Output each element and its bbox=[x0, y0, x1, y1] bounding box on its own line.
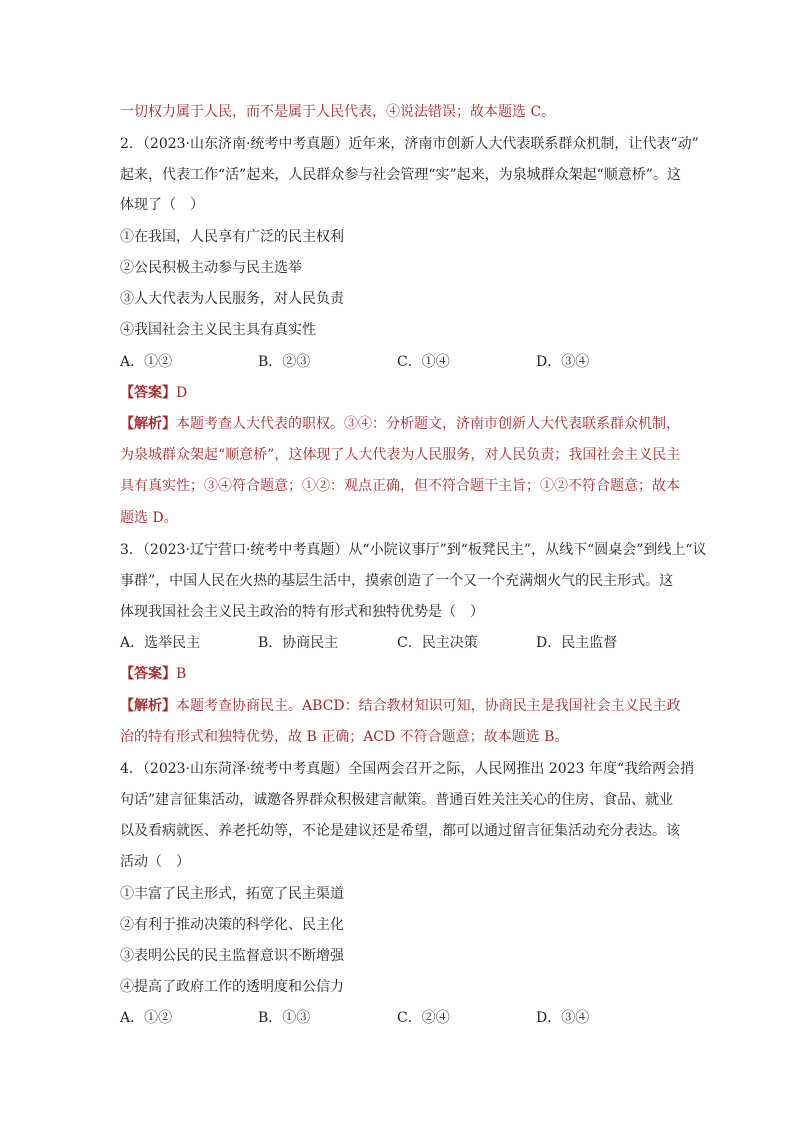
analysis-label: 【解析】 bbox=[120, 416, 176, 432]
q4-option-a: A．①② bbox=[120, 1010, 173, 1026]
q2-stem-line-1: 2．（2023·山东济南·统考中考真题）近年来，济南市创新人大代表联系群众机制，让代表“动” bbox=[120, 136, 699, 152]
q4-stem-line-1: 4．（2023·山东菏泽·统考中考真题）全国两会召开之际，人民网推出 2023 年度“我给两会捎 bbox=[120, 761, 695, 777]
q4-option-c: C．②④ bbox=[397, 1010, 450, 1026]
analysis-text: 本题考查协商民主。ABCD：结合教材知识可知，协商民主是我国社会主义民主政 bbox=[176, 698, 681, 714]
q2-statement-4: ④我国社会主义民主具有真实性 bbox=[120, 322, 316, 338]
q4-statement-3: ③表明公民的民主监督意识不断增强 bbox=[120, 948, 344, 964]
q2-stem-line-3: 体现了（ ） bbox=[120, 197, 204, 213]
q2-option-d: D．③④ bbox=[536, 354, 590, 370]
q2-statement-2: ②公民积极主动参与民主选举 bbox=[120, 260, 302, 276]
q4-option-b: B．①③ bbox=[258, 1010, 311, 1026]
q2-analysis-line-4: 题选 D。 bbox=[120, 510, 178, 526]
q4-option-d: D．③④ bbox=[536, 1010, 590, 1026]
q2-option-a: A．①② bbox=[120, 354, 173, 370]
q3-option-c: C．民主决策 bbox=[397, 635, 478, 651]
q3-stem-line-3: 体现我国社会主义民主政治的特有形式和独特优势是（ ） bbox=[120, 604, 484, 620]
q4-statement-2: ②有利于推动决策的科学化、民主化 bbox=[120, 917, 344, 933]
q2-analysis-line-3: 具有真实性；③④符合题意；①②：观点正确，但不符合题干主旨；①②不符合题意；故本 bbox=[120, 478, 680, 494]
q3-analysis-line-1 bbox=[120, 696, 681, 716]
q2-analysis-line-1 bbox=[120, 414, 680, 434]
q3-option-b: B．协商民主 bbox=[258, 635, 339, 651]
q3-answer bbox=[120, 664, 186, 684]
q4-stem-line-2: 句话”建言征集活动，诚邀各界群众积极建言献策。普通百姓关注关心的住房、食品、就业 bbox=[120, 792, 674, 808]
q3-stem-line-1: 3．（2023·辽宁营口·统考中考真题）从“小院议事厅”到“板凳民主”，从线下“圆桌会”到线上“议 bbox=[120, 542, 707, 558]
q4-stem-line-4: 活动（ ） bbox=[120, 854, 190, 870]
q3-analysis-line-2: 治的特有形式和独特优势，故 B 正确；ACD 不符合题意；故本题选 B。 bbox=[120, 729, 569, 745]
q3-option-a: A．选举民主 bbox=[120, 635, 201, 651]
q3-option-d: D．民主监督 bbox=[536, 635, 618, 651]
q2-option-c: C．①④ bbox=[397, 354, 450, 370]
q2-answer bbox=[120, 383, 187, 403]
q2-option-b: B．②③ bbox=[258, 354, 311, 370]
q2-statement-1: ①在我国，人民享有广泛的民主权利 bbox=[120, 229, 344, 245]
answer-value: B bbox=[176, 666, 187, 682]
analysis-label: 【解析】 bbox=[120, 698, 176, 714]
answer-label: 【答案】 bbox=[120, 666, 176, 682]
q3-options bbox=[120, 633, 680, 653]
analysis-text: 本题考查人大代表的职权。③④：分析题文，济南市创新人大代表联系群众机制， bbox=[176, 416, 680, 432]
q4-statement-1: ①丰富了民主形式，拓宽了民主渠道 bbox=[120, 886, 344, 902]
q4-stem-line-3: 以及看病就医、养老托幼等，不论是建议还是希望，都可以通过留言征集活动充分表达。该 bbox=[120, 823, 680, 839]
answer-label: 【答案】 bbox=[120, 385, 176, 401]
q2-analysis-line-2: 为泉城群众架起“顺意桥”，这体现了人大代表为人民服务，对人民负责；我国社会主义民主 bbox=[120, 447, 681, 463]
answer-value: D bbox=[176, 385, 188, 401]
q1-explanation-end: 一切权力属于人民，而不是属于人民代表，④说法错误；故本题选 C。 bbox=[120, 104, 556, 120]
q2-stem-line-2: 起来，代表工作“活”起来，人民群众参与社会管理“实”起来，为泉城群众架起“顺意桥”。这 bbox=[120, 167, 681, 183]
q3-stem-line-2: 事群”，中国人民在火热的基层生活中，摸索创造了一个又一个充满烟火气的民主形式。这 bbox=[120, 573, 674, 589]
q2-options bbox=[120, 352, 680, 372]
q2-statement-3: ③人大代表为人民服务，对人民负责 bbox=[120, 291, 344, 307]
q4-options bbox=[120, 1008, 680, 1028]
q4-statement-4: ④提高了政府工作的透明度和公信力 bbox=[120, 979, 344, 995]
